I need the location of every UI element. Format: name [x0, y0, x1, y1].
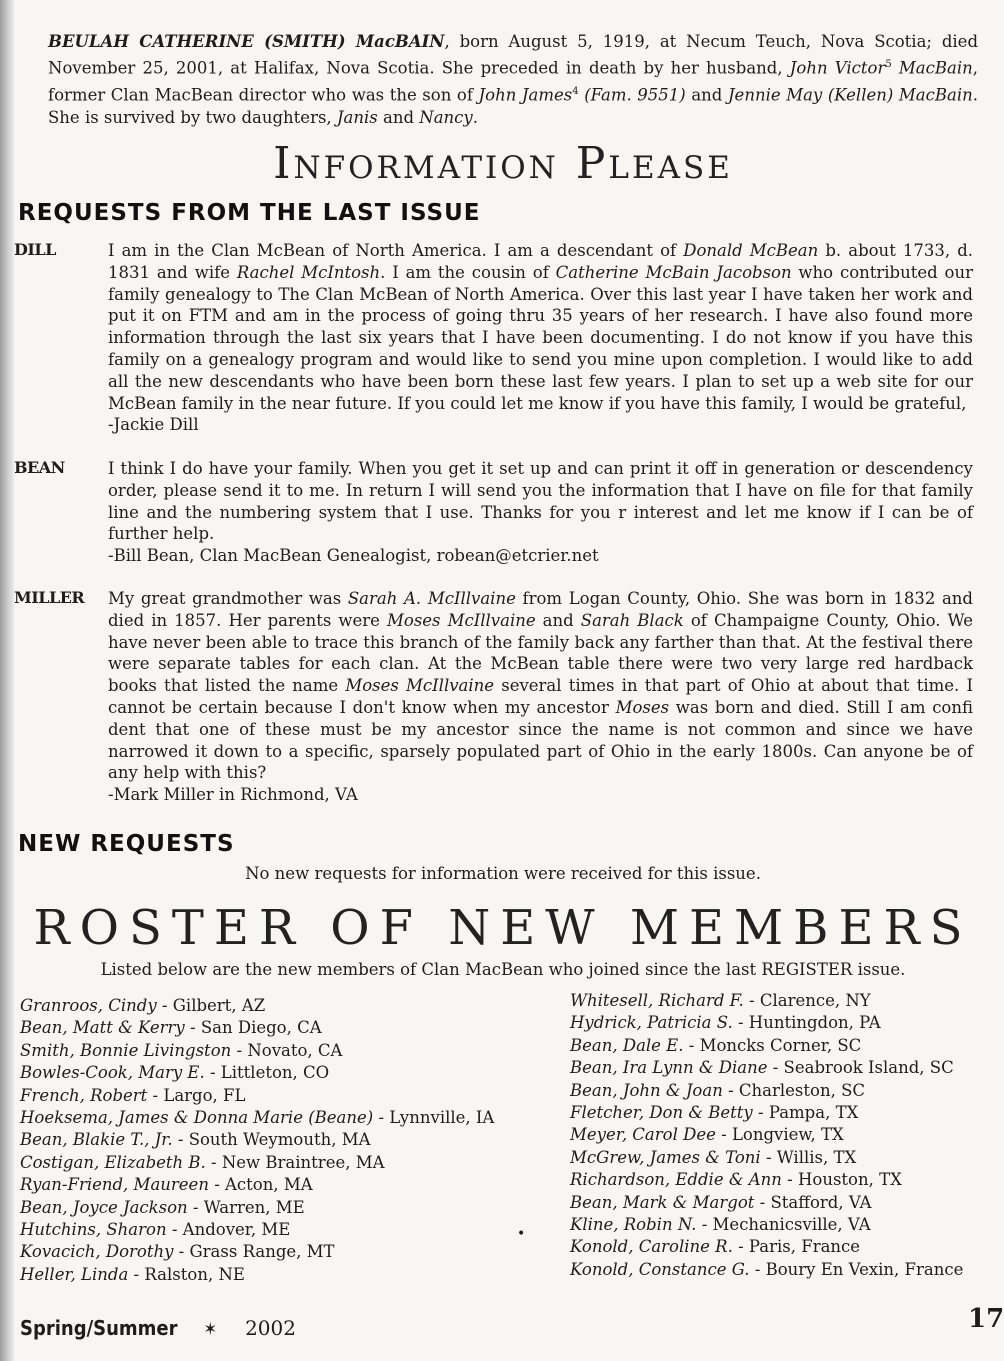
member-place: - Littleton, CO: [204, 1063, 330, 1083]
member-name: Richardson, Eddie & Ann: [570, 1170, 782, 1190]
member-entry: [20, 1197, 494, 1219]
member-place: - Boury En Vexin, France: [749, 1259, 964, 1279]
member-place: - Seabrook Island, SC: [767, 1058, 954, 1078]
member-name: Kovacich, Dorothy: [20, 1242, 174, 1262]
member-entry: [570, 1192, 963, 1214]
member-place: - Andover, ME: [166, 1220, 291, 1240]
footer-year: 2002: [245, 1316, 296, 1340]
member-place: - Lynnville, IA: [373, 1108, 495, 1128]
member-name: Bean, Ira Lynn & Diane: [570, 1058, 768, 1078]
no-new-requests-note: No new requests for information were received for this issue.: [245, 864, 761, 883]
member-entry: [570, 1012, 963, 1034]
member-place: - Warren, ME: [187, 1197, 305, 1217]
request-body: I think I do have your family. When you get it set up and can print it off in generation or descendency order, please send it to me. In return I will send you the information that I have on file for that family line and the numbering system that I use. Thanks for you r interest and let me know if I can be of further help. -Bill Bean, Clan MacBean Genealogist, robean@etcrier.net: [108, 459, 973, 566]
page-binding-edge: [0, 0, 14, 1361]
member-place: - Largo, FL: [147, 1085, 246, 1105]
member-entry: [570, 1035, 963, 1057]
member-name: Bowles-Cook, Mary E.: [20, 1063, 205, 1083]
member-entry: [570, 1057, 963, 1079]
member-name: Smith, Bonnie Livingston: [20, 1040, 232, 1060]
information-please-title: Information Please: [273, 138, 733, 189]
member-name: Bean, Mark & Margot: [570, 1192, 755, 1212]
newsletter-page: [14, 0, 1004, 1361]
member-name: Bean, Dale E.: [570, 1035, 684, 1055]
request-signature: -Mark Miller in Richmond, VA: [108, 785, 358, 805]
member-name: Bean, Joyce Jackson: [20, 1197, 188, 1217]
member-place: - Ralston, NE: [128, 1264, 245, 1284]
member-entry: [20, 1241, 494, 1263]
request-name: DILL: [14, 240, 56, 259]
requests-last-issue-heading: REQUESTS FROM THE LAST ISSUE: [18, 200, 481, 226]
member-place: - Charleston, SC: [722, 1080, 866, 1100]
roster-title: ROSTER OF NEW MEMBERS: [33, 900, 973, 956]
member-name: Bean, Blakie T., Jr.: [20, 1130, 173, 1150]
member-entry: [570, 1080, 963, 1102]
member-entry: [20, 1062, 494, 1084]
request-name: BEAN: [14, 458, 65, 477]
member-entry: [20, 1017, 494, 1039]
member-place: - Clarence, NY: [743, 991, 871, 1010]
member-entry: [570, 1102, 963, 1124]
request-name: MILLER: [14, 588, 85, 607]
member-entry: [570, 1259, 963, 1281]
member-entry: [20, 1129, 494, 1151]
member-place: - Paris, France: [732, 1237, 861, 1257]
member-entry: [570, 1236, 963, 1258]
member-name: Costigan, Elizabeth B.: [20, 1152, 206, 1172]
member-place: - Stafford, VA: [754, 1192, 872, 1212]
member-name: Fletcher, Don & Betty: [570, 1103, 753, 1123]
member-name: Ryan-Friend, Maureen: [20, 1175, 209, 1195]
member-entry: [20, 1174, 494, 1196]
member-name: Whitesell, Richard F.: [570, 991, 744, 1010]
obituary-name: BEULAH CATHERINE (SMITH) MacBAIN: [48, 32, 445, 51]
member-place: - Pampa, TX: [752, 1103, 859, 1123]
member-place: - Willis, TX: [760, 1147, 857, 1167]
member-place: - Huntingdon, PA: [732, 1013, 881, 1033]
stray-dot: •: [517, 1226, 526, 1242]
page-number: 17: [968, 1304, 1004, 1334]
member-place: - Longview, TX: [715, 1125, 844, 1145]
member-entry: [20, 1264, 494, 1286]
request-signature: -Jackie Dill: [108, 415, 199, 435]
member-place: - San Diego, CA: [184, 1018, 322, 1038]
member-place: - Mechanicsville, VA: [696, 1215, 871, 1235]
member-name: Kline, Robin N.: [570, 1215, 697, 1235]
request-signature: -Bill Bean, Clan MacBean Genealogist, robean@etcrier.net: [108, 546, 599, 566]
member-entry: [20, 1040, 494, 1062]
members-right-column: [570, 990, 963, 1281]
member-name: Bean, Matt & Kerry: [20, 1018, 185, 1038]
member-entry: [20, 995, 494, 1017]
footer-season: Spring/Summer: [20, 1316, 178, 1340]
member-name: McGrew, James & Toni: [570, 1147, 761, 1167]
star-icon: ✶: [203, 1319, 218, 1340]
member-place: - Grass Range, MT: [173, 1242, 335, 1262]
member-name: Meyer, Carol Dee: [570, 1125, 716, 1145]
member-name: Hoeksema, James & Donna Marie (Beane): [20, 1108, 374, 1128]
member-entry: [570, 1124, 963, 1146]
roster-intro: Listed below are the new members of Clan MacBean who joined since the last REGISTER issue.: [100, 960, 906, 979]
member-entry: [570, 990, 963, 1012]
member-place: - Moncks Corner, SC: [683, 1035, 862, 1055]
request-body: I am in the Clan McBean of North America. I am a descendant of Donald McBean b. about 1733, d. 1831 and wife Rachel McIntosh. I am the cousin of Catherine McBain Jacobson who contributed our family genealogy to The Clan McBean of North America. Over this last year I have taken her work and put it on FTM and am in the process of going thru 35 years of her research. I have also found more information through the last six years that I have been documenting. I do not know if you have this family on a genealogy program and would like to send you mine upon completion. I would like to add all the new descendants who have been born these last few years. I plan to set up a web site for our McBean family in the near future. If you could let me know if you have this family, I would be grateful, -Jackie Dill: [108, 241, 974, 435]
member-name: Konold, Caroline R.: [570, 1237, 733, 1257]
member-place: - Novato, CA: [231, 1040, 343, 1060]
member-place: - Acton, MA: [208, 1175, 313, 1195]
member-name: Hydrick, Patricia S.: [570, 1013, 733, 1033]
member-place: - South Weymouth, MA: [172, 1130, 371, 1150]
member-name: Heller, Linda: [20, 1264, 129, 1284]
member-place: - New Braintree, MA: [205, 1152, 385, 1172]
member-name: Konold, Constance G.: [570, 1259, 750, 1279]
member-entry: [20, 1107, 494, 1129]
member-entry: [570, 1147, 963, 1169]
member-name: Hutchins, Sharon: [20, 1220, 167, 1240]
member-name: Granroos, Cindy: [20, 996, 157, 1015]
new-requests-heading: NEW REQUESTS: [18, 831, 235, 857]
obituary-paragraph: BEULAH CATHERINE (SMITH) MacBAIN, born August 5, 1919, at Necum Teuch, Nova Scotia; died November 25, 2001, at Halifax, Nova Scotia. She preceded in death by her husband, John Victor$^5$ MacBain, former Clan MacBean director who was the son of John James$^4$ (Fam. 9551) and Jennie May (Kellen) MacBain. She is survived by two daughters, Janis and Nancy.: [48, 32, 979, 127]
members-left-column: [20, 995, 494, 1286]
member-entry: [570, 1169, 963, 1191]
member-entry: [20, 1085, 494, 1107]
member-entry: [570, 1214, 963, 1236]
member-place: - Gilbert, AZ: [156, 996, 266, 1015]
request-body: My great grandmother was Sarah A. McIllvaine from Logan County, Ohio. She was born in 1832 and died in 1857. Her parents were Moses McIllvaine and Sarah Black of Champaigne County, Ohio. We have never been able to trace this branch of the family back any farther than that. At the festival there were separate tables for each clan. At the McBean table there were two very large red hardback books that listed the name Moses McIllvaine several times in that part of Ohio at about that time. I cannot be certain because I don't know when my ancestor Moses was born and died. Still I am confi dent that one of these must be my ancestor since the name is not common and since we have narrowed it down to a specific, sparsely populated part of Ohio in the early 1800s. Can anyone be of any help with this? -Mark Miller in Richmond, VA: [108, 589, 973, 805]
member-entry: [20, 1219, 494, 1241]
member-name: French, Robert: [20, 1085, 148, 1105]
footer-issue: [20, 1316, 296, 1340]
member-name: Bean, John & Joan: [570, 1080, 723, 1100]
member-entry: [20, 1152, 494, 1174]
member-place: - Houston, TX: [781, 1170, 902, 1190]
